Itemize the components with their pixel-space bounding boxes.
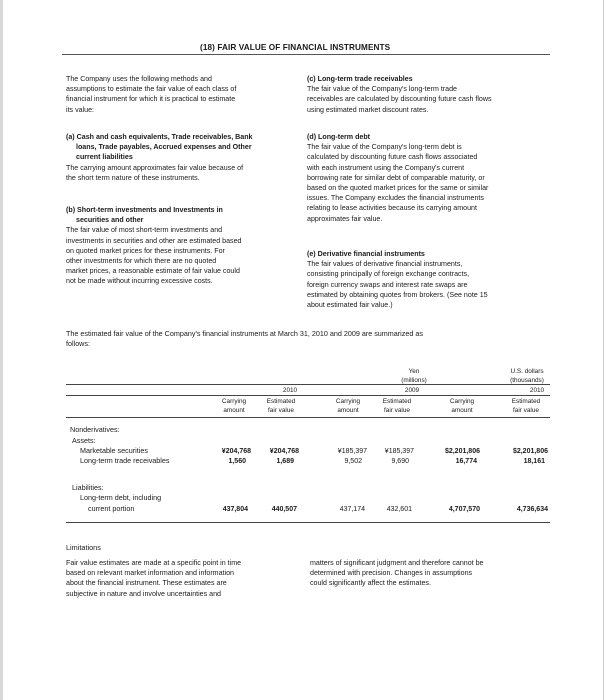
label-assets: Assets: (72, 436, 96, 445)
table-rule-bottom (66, 522, 550, 523)
label-nonderivatives: Nonderivatives: (70, 425, 120, 434)
section-c: (c) Long-term trade receivables The fair value of the Company's long-term trade receivables are calculated by discounting future cash flows using estimated market discount rates. (307, 75, 492, 114)
cell: 16,774 (455, 458, 477, 465)
table-rule-2 (66, 395, 550, 396)
table-rule-1 (66, 384, 550, 385)
year-2010-usd: 2010 (529, 387, 545, 394)
usd-header: U.S. dollars (thousands) (510, 368, 544, 384)
limitations-title: Limitations (66, 543, 101, 552)
cell: 437,804 (222, 506, 248, 513)
section-b: (b) Short-term investments and Investments in securities and other The fair value of most short-term investments and investments in securities and other are estimated based on quoted market prices for these instruments. For other investments for which there are no quoted market prices, a reasonable estimate of fair value could not be made without incurring excessive costs. (66, 206, 242, 286)
cell: 18,161 (523, 458, 545, 465)
page-edge-right (603, 0, 604, 700)
col-estimated-1: Estimated fair value (266, 398, 296, 414)
table-rule-3 (66, 417, 550, 418)
section-a: (a) Cash and cash equivalents, Trade receivables, Bank loans, Trade payables, Accrued expenses and Other current liabilities The carrying amount approximates fair value because of the short term nature of these instruments. (66, 133, 253, 182)
cell: ¥204,768 (269, 448, 299, 455)
cell: ¥185,397 (384, 448, 414, 455)
col-carrying-2: Carrying amount (335, 398, 361, 414)
page-edge-left (0, 0, 3, 700)
cell: 432,601 (386, 506, 412, 513)
cell: $2,201,806 (444, 448, 480, 455)
cell: 9,502 (344, 458, 362, 465)
col-carrying-3: Carrying amount (449, 398, 475, 414)
cell: 1,689 (276, 458, 294, 465)
col-carrying-1: Carrying amount (221, 398, 247, 414)
cell: 1,560 (228, 458, 246, 465)
cell: $2,201,806 (512, 448, 548, 455)
label-ltrec: Long-term trade receivables (80, 456, 170, 465)
section-d: (d) Long-term debt The fair value of the Company's long-term debt is calculated by discounting future cash flows associated with each instrument using the Company's current borrowing rate for similar debt of comparable maturity, or based on the quoted market prices for the same or similar issues. The Company excludes the financial instruments relating to lease activities because its carrying amount approximates fair value. (307, 133, 489, 223)
cell: 437,174 (339, 506, 365, 513)
section-e: (e) Derivative financial instruments The fair values of derivative financial instruments, consisting principally of foreign exchange contracts, foreign currency swaps and interest rate swaps are estimated by obtaining quotes from brokers. (See note 15 about estimated fair value.) (307, 250, 488, 310)
limitations-right: matters of significant judgment and therefore cannot be determined with precision. Changes in assumptions could significantly affect the estimates. (310, 559, 484, 588)
table-intro: The estimated fair value of the Company's financial instruments at March 31, 2010 and 2009 are summarized as follows: (66, 329, 423, 349)
year-2010-yen: 2010 (282, 387, 298, 394)
label-ltdebt-2: current portion (88, 504, 135, 513)
label-marketable: Marketable securities (80, 446, 148, 455)
col-estimated-3: Estimated fair value (511, 398, 541, 414)
cell: 440,507 (271, 506, 297, 513)
label-ltdebt-1: Long-term debt, including (80, 493, 162, 502)
yen-header: Yen (millions) (401, 368, 427, 384)
cell: ¥185,397 (337, 448, 367, 455)
cell: ¥204,768 (221, 448, 251, 455)
label-liabilities: Liabilities: (72, 483, 104, 492)
left-intro: The Company uses the following methods and assumptions to estimate the fair value of each class of financial instrument for which it is practical to estimate its value: (66, 75, 237, 114)
cell: 4,736,634 (516, 506, 548, 513)
year-2009-yen: 2009 (404, 387, 420, 394)
cell: 4,707,570 (448, 506, 480, 513)
cell: 9,690 (391, 458, 409, 465)
title-divider (62, 54, 550, 55)
col-estimated-2: Estimated fair value (382, 398, 412, 414)
limitations-left: Fair value estimates are made at a specific point in time based on relevant market information and information about the financial instrument. These estimates are subjective in nature and involve uncertainties and (66, 559, 242, 598)
page-title: (18) FAIR VALUE OF FINANCIAL INSTRUMENTS (200, 43, 391, 52)
